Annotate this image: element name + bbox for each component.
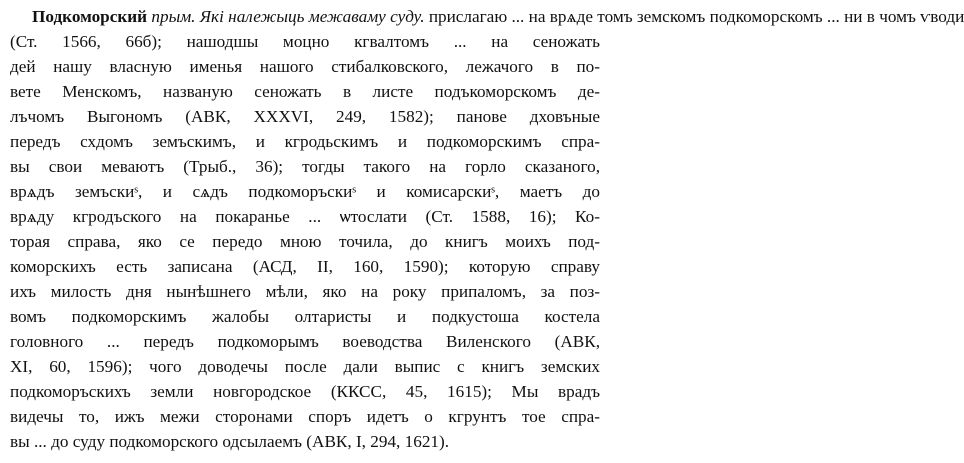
entry-line-14: головного ... передъ подкоморымъ воеводства Виленского (АВК,: [10, 332, 600, 351]
entry-line-3: дей нашу власную именья нашого стибалковского, лежачого в по-: [10, 57, 600, 76]
entry-line-16: подкоморъскихъ земли новгородское (ККСС, 45, 1615); Мы врадъ: [10, 382, 600, 401]
entry-line-13: вомъ подкоморскимъ жалобы олтаристы и подкустоша костела: [10, 307, 600, 326]
headword: Подкоморский: [32, 7, 148, 26]
entry-line-15: XI, 60, 1596); чого доводечы после дали выпис с книгъ земских: [10, 357, 600, 376]
entry-line-11: коморскихъ есть записана (АСД, II, 160, 1590); которую справу: [10, 257, 600, 276]
entry-line-7: вы свои меваютъ (Трыб., 36); тогды такого на горло сказаного,: [10, 157, 600, 176]
entry-line-4: вете Менскомъ, названую сеножать в листе подъкоморскомъ де-: [10, 82, 600, 101]
entry-line-1: [10, 4, 964, 29]
entry-line-18: вы ... до суду подкоморского одсылаемъ (АВК, I, 294, 1621).: [10, 432, 450, 451]
entry-line-12: ихъ милость дня нынѣшнего мѣли, яко на року припаломъ, за поз-: [10, 282, 600, 301]
entry-line-8: врѧдъ земъскиˢ, и сѧдъ подкоморъскиˢ и комисарскиˢ, маетъ до: [10, 182, 600, 201]
entry-line-17: видечы то, ижъ межи сторонами споръ идетъ о кгрунтъ тое спра-: [10, 407, 600, 426]
entry-line-5: лъчомъ Выгономъ (АВК, XXXVI, 249, 1582); панове дховъные: [10, 107, 600, 126]
gloss: прым. Які належыць межаваму суду.: [151, 7, 425, 26]
entry-line-10: торая справа, яко се передо мною точила, до книгъ моихъ под-: [10, 232, 600, 251]
entry-line-6: передъ схдомъ земъскимъ, и кгродьскимъ и подкоморскимъ спра-: [10, 132, 600, 151]
entry-text: прислагаю ... на врѧде томъ земскомъ подкоморскомъ ... ни в чомъ ѵводи: [428, 7, 964, 26]
entry-line-9: врѧду кгродъского на покаранье ... ѡтослати (Ст. 1588, 16); Ко-: [10, 207, 600, 226]
entry-line-2: (Ст. 1566, 66б); нашодшы моцно кгвалтомъ ... на сеножать: [10, 32, 600, 51]
